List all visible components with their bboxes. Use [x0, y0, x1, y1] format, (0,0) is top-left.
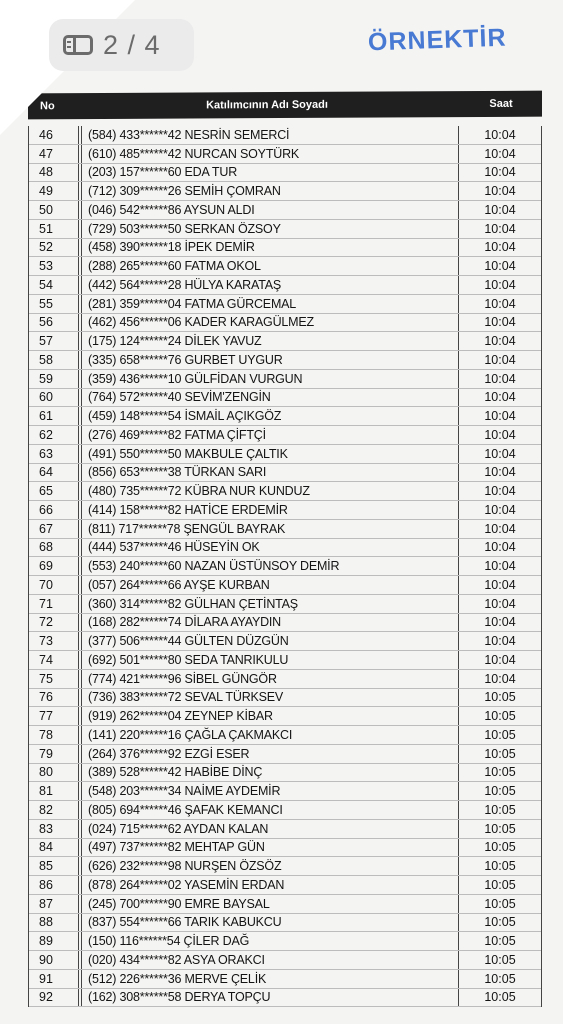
row-number: 86 [29, 876, 79, 894]
row-time: 10:04 [458, 632, 541, 650]
row-time: 10:05 [458, 782, 541, 800]
row-number: 80 [29, 764, 79, 782]
table-row [29, 914, 541, 933]
participant-name: (774) 421******96 SİBEL GÜNGÖR [81, 670, 458, 688]
row-time: 10:04 [458, 370, 541, 388]
row-time: 10:04 [458, 126, 541, 144]
row-number: 68 [29, 539, 79, 557]
participant-name: (150) 116******54 ÇİLER DAĞ [81, 932, 458, 950]
row-time: 10:04 [458, 182, 541, 200]
row-time: 10:04 [458, 520, 541, 538]
row-number: 72 [29, 614, 79, 632]
participant-name: (712) 309******26 SEMİH ÇOMRAN [81, 182, 458, 200]
row-number: 76 [29, 689, 79, 707]
table-row [29, 651, 541, 670]
participant-name: (553) 240******60 NAZAN ÜSTÜNSOY DEMİR [81, 557, 458, 575]
participant-name: (360) 314******82 GÜLHAN ÇETİNTAŞ [81, 595, 458, 613]
participant-name: (512) 226******36 MERVE ÇELİK [81, 970, 458, 988]
row-time: 10:05 [458, 895, 541, 913]
table-row [29, 876, 541, 895]
row-number: 57 [29, 332, 79, 350]
participant-name: (919) 262******04 ZEYNEP KİBAR [81, 707, 458, 725]
row-number: 65 [29, 482, 79, 500]
row-time: 10:05 [458, 726, 541, 744]
table-row [29, 576, 541, 595]
row-time: 10:04 [458, 389, 541, 407]
row-time: 10:04 [458, 220, 541, 238]
participant-name: (168) 282******74 DİLARA AYAYDIN [81, 614, 458, 632]
table-row [29, 276, 541, 295]
row-time: 10:04 [458, 201, 541, 219]
row-number: 62 [29, 426, 79, 444]
table-row [29, 557, 541, 576]
row-number: 79 [29, 745, 79, 763]
row-number: 91 [29, 970, 79, 988]
row-number: 47 [29, 145, 79, 163]
participant-name: (805) 694******46 ŞAFAK KEMANCI [81, 801, 458, 819]
row-number: 92 [29, 989, 79, 1007]
table-row [29, 839, 541, 858]
participant-name: (359) 436******10 GÜLFİDAN VURGUN [81, 370, 458, 388]
participant-name: (610) 485******42 NURCAN SOYTÜRK [81, 145, 458, 163]
table-row [29, 164, 541, 183]
participant-name: (389) 528******42 HABİBE DİNÇ [81, 764, 458, 782]
table-row [29, 632, 541, 651]
table-row [29, 370, 541, 389]
participant-name: (548) 203******34 NAİME AYDEMİR [81, 782, 458, 800]
row-number: 69 [29, 557, 79, 575]
participant-name: (377) 506******44 GÜLTEN DÜZGÜN [81, 632, 458, 650]
participant-name: (020) 434******82 ASYA ORAKCI [81, 951, 458, 969]
row-number: 73 [29, 632, 79, 650]
participant-name: (162) 308******58 DERYA TOPÇU [81, 989, 458, 1007]
row-number: 50 [29, 201, 79, 219]
row-time: 10:05 [458, 989, 541, 1007]
row-number: 67 [29, 520, 79, 538]
row-time: 10:05 [458, 914, 541, 932]
row-number: 53 [29, 257, 79, 275]
row-time: 10:04 [458, 407, 541, 425]
participant-name: (764) 572******40 SEVİM'ZENGİN [81, 389, 458, 407]
participant-name: (878) 264******02 YASEMİN ERDAN [81, 876, 458, 894]
participant-name: (444) 537******46 HÜSEYİN OK [81, 539, 458, 557]
row-number: 49 [29, 182, 79, 200]
participant-name: (141) 220******16 ÇAĞLA ÇAKMAKCI [81, 726, 458, 744]
table-row [29, 351, 541, 370]
row-number: 64 [29, 464, 79, 482]
row-number: 90 [29, 951, 79, 969]
row-number: 75 [29, 670, 79, 688]
table-row [29, 614, 541, 633]
header-name: Katılımcının Adı Soyadı [206, 98, 328, 112]
row-number: 51 [29, 220, 79, 238]
table-row [29, 970, 541, 989]
row-time: 10:04 [458, 557, 541, 575]
row-number: 87 [29, 895, 79, 913]
participant-table [28, 92, 542, 1007]
row-number: 83 [29, 820, 79, 838]
row-number: 56 [29, 314, 79, 332]
table-row [29, 220, 541, 239]
row-time: 10:04 [458, 257, 541, 275]
participant-name: (414) 158******82 HATİCE ERDEMİR [81, 501, 458, 519]
table-row [29, 464, 541, 483]
table-row [29, 426, 541, 445]
table-row [29, 707, 541, 726]
table-body [28, 126, 542, 1007]
sample-stamp: ÖRNEKTİR [367, 23, 507, 57]
row-number: 46 [29, 126, 79, 144]
table-row [29, 726, 541, 745]
row-time: 10:04 [458, 445, 541, 463]
table-row [29, 239, 541, 258]
participant-name: (264) 376******92 EZGİ ESER [81, 745, 458, 763]
participant-name: (288) 265******60 FATMA OKOL [81, 257, 458, 275]
row-time: 10:04 [458, 295, 541, 313]
row-time: 10:04 [458, 426, 541, 444]
row-time: 10:05 [458, 707, 541, 725]
row-time: 10:04 [458, 351, 541, 369]
table-row [29, 201, 541, 220]
row-time: 10:04 [458, 239, 541, 257]
participant-name: (692) 501******80 SEDA TANRIKULU [81, 651, 458, 669]
row-number: 48 [29, 164, 79, 182]
row-number: 63 [29, 445, 79, 463]
row-number: 70 [29, 576, 79, 594]
participant-name: (480) 735******72 KÜBRA NUR KUNDUZ [81, 482, 458, 500]
row-number: 89 [29, 932, 79, 950]
participant-name: (175) 124******24 DİLEK YAVUZ [81, 332, 458, 350]
table-row [29, 389, 541, 408]
row-time: 10:05 [458, 932, 541, 950]
table-row [29, 670, 541, 689]
participant-name: (281) 359******04 FATMA GÜRCEMAL [81, 295, 458, 313]
row-time: 10:05 [458, 876, 541, 894]
row-number: 71 [29, 595, 79, 613]
table-row [29, 482, 541, 501]
row-time: 10:04 [458, 332, 541, 350]
table-row [29, 295, 541, 314]
page-counter[interactable] [49, 19, 194, 71]
table-row [29, 314, 541, 333]
table-row [29, 951, 541, 970]
participant-name: (335) 658******76 GURBET UYGUR [81, 351, 458, 369]
participant-name: (584) 433******42 NESRİN SEMERCİ [81, 126, 458, 144]
row-time: 10:05 [458, 951, 541, 969]
row-time: 10:05 [458, 764, 541, 782]
row-number: 58 [29, 351, 79, 369]
row-number: 52 [29, 239, 79, 257]
table-row [29, 782, 541, 801]
row-time: 10:05 [458, 745, 541, 763]
row-time: 10:04 [458, 501, 541, 519]
row-number: 77 [29, 707, 79, 725]
table-row [29, 520, 541, 539]
table-row [29, 932, 541, 951]
table-row [29, 745, 541, 764]
participant-name: (276) 469******82 FATMA ÇİFTÇİ [81, 426, 458, 444]
row-time: 10:04 [458, 614, 541, 632]
table-row [29, 857, 541, 876]
row-number: 55 [29, 295, 79, 313]
participant-name: (856) 653******38 TÜRKAN SARI [81, 464, 458, 482]
row-number: 78 [29, 726, 79, 744]
row-time: 10:04 [458, 164, 541, 182]
participant-name: (491) 550******50 MAKBULE ÇALTIK [81, 445, 458, 463]
row-time: 10:04 [458, 595, 541, 613]
table-row [29, 257, 541, 276]
row-time: 10:05 [458, 689, 541, 707]
row-number: 74 [29, 651, 79, 669]
row-time: 10:05 [458, 857, 541, 875]
participant-name: (442) 564******28 HÜLYA KARATAŞ [81, 276, 458, 294]
row-number: 61 [29, 407, 79, 425]
participant-name: (458) 390******18 İPEK DEMİR [81, 239, 458, 257]
participant-name: (626) 232******98 NURŞEN ÖZSÖZ [81, 857, 458, 875]
row-time: 10:04 [458, 576, 541, 594]
row-number: 81 [29, 782, 79, 800]
participant-name: (837) 554******66 TARIK KABUKCU [81, 914, 458, 932]
row-time: 10:05 [458, 970, 541, 988]
row-number: 84 [29, 839, 79, 857]
table-row [29, 989, 541, 1008]
row-time: 10:04 [458, 482, 541, 500]
header-no: No [40, 100, 55, 113]
table-row [29, 182, 541, 201]
row-time: 10:05 [458, 839, 541, 857]
participant-name: (497) 737******82 MEHTAP GÜN [81, 839, 458, 857]
table-row [29, 539, 541, 558]
participant-name: (024) 715******62 AYDAN KALAN [81, 820, 458, 838]
table-row [29, 820, 541, 839]
row-number: 88 [29, 914, 79, 932]
row-number: 54 [29, 276, 79, 294]
row-number: 59 [29, 370, 79, 388]
participant-name: (459) 148******54 İSMAİL AÇIKGÖZ [81, 407, 458, 425]
row-time: 10:05 [458, 820, 541, 838]
header-time: Saat [489, 97, 513, 110]
table-row [29, 145, 541, 164]
row-time: 10:04 [458, 539, 541, 557]
table-row [29, 895, 541, 914]
row-time: 10:04 [458, 314, 541, 332]
row-time: 10:04 [458, 670, 541, 688]
participant-name: (462) 456******06 KADER KARAGÜLMEZ [81, 314, 458, 332]
participant-name: (245) 700******90 EMRE BAYSAL [81, 895, 458, 913]
table-row [29, 689, 541, 708]
row-time: 10:04 [458, 651, 541, 669]
row-number: 60 [29, 389, 79, 407]
row-time: 10:05 [458, 801, 541, 819]
table-row [29, 445, 541, 464]
table-row [29, 595, 541, 614]
row-time: 10:04 [458, 276, 541, 294]
page-counter-label: 2 / 4 [103, 29, 161, 60]
participant-name: (203) 157******60 EDA TUR [81, 164, 458, 182]
row-time: 10:04 [458, 464, 541, 482]
table-row [29, 501, 541, 520]
row-number: 66 [29, 501, 79, 519]
participant-name: (736) 383******72 SEVAL TÜRKSEV [81, 689, 458, 707]
row-number: 85 [29, 857, 79, 875]
participant-name: (811) 717******78 ŞENGÜL BAYRAK [81, 520, 458, 538]
table-row [29, 764, 541, 783]
participant-name: (046) 542******86 AYSUN ALDI [81, 201, 458, 219]
participant-name: (729) 503******50 SERKAN ÖZSOY [81, 220, 458, 238]
table-row [29, 801, 541, 820]
sidebar-panel-icon [63, 35, 93, 55]
table-row [29, 332, 541, 351]
participant-name: (057) 264******66 AYŞE KURBAN [81, 576, 458, 594]
row-time: 10:04 [458, 145, 541, 163]
row-number: 82 [29, 801, 79, 819]
table-row [29, 407, 541, 426]
